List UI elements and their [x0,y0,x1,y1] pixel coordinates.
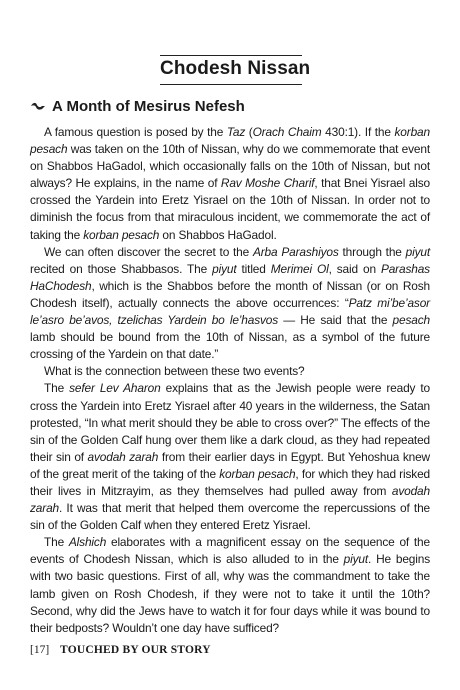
text-run: A famous question is posed by the [44,125,227,139]
text-run: . He begins with two basic questions. First of all, why was the commandment to take the lamb given on Rosh Chodesh, if they were not to take it until the 10th? Second, why did the Jews have to watch it for four days while it was bound to their bedposts? Wouldn’t one day have sufficed? [30,552,430,635]
italic-term: sefer Lev Aharon [69,381,161,396]
italic-term: piyut [405,244,430,259]
text-run: lamb should be bound from the 10th of Nissan, as a symbol of the future crossing of the Yardein on that date.” [30,330,430,362]
text-run: . It was that merit that helped them overcome the repercussions of the sin of the Golden Calf when they entered Eretz Yisrael. [30,501,430,533]
text-run: The [44,535,69,550]
running-footer-title: TOUCHED BY OUR STORY [60,644,211,656]
italic-term: avodah zarah [87,449,159,464]
text-run: We can often discover the secret to the [44,244,253,259]
italic-term: Orach Chaim [252,125,322,139]
text-run: on Shabbos HaGadol. [159,227,277,242]
chapter-title: Chodesh Nissan [160,58,311,79]
text-run: titled [236,261,271,276]
italic-term: pesach [392,313,430,328]
text-run: through the [338,244,406,259]
text-run: What is the connection between these two events? [44,364,305,379]
text-run: , that Bnei Yisrael also crossed the Yardein into Eretz Yisrael on the 10th of Nissan. In order not to diminish the focus from that miraculous incident, we commemorate the act of taking the [30,176,430,242]
section-heading-row [30,98,430,115]
italic-term: piyut [212,261,237,276]
text-run: 430:1). If the [321,125,395,139]
title-bottom-rule [160,84,302,85]
text-run: , for which they had risked their lives in Mitzrayim, as they themselves had pulled away from [30,466,430,498]
chapter-title-block [160,55,311,87]
text-run: recited on those Shabbasos. The [30,261,213,276]
italic-term: Parashas HaChodesh [30,261,430,293]
paragraph [30,534,430,637]
fleuron-ornament-icon [30,99,46,114]
paragraph [30,124,430,244]
text-run: elaborates with a magnificent essay on the sequence of the events of Chodesh Nissan, which is also alluded to in the [30,535,430,567]
text-run: , which is the Shabbos before the month of Nissan (or on Rosh Chodesh itself), actually connects the above occurrences: “ [30,278,430,310]
italic-term: piyut [343,552,369,567]
italic-term: Rav Moshe Charif [220,176,315,191]
text-run: , said on [328,261,381,276]
italic-term: Alshich [68,535,107,550]
italic-term: Taz [226,125,246,139]
paragraph [30,363,430,380]
page-footer [30,644,430,656]
italic-term: Patz mi’be’asor le’asro be’avos, tzelichas Yardein bo le’hasvos [30,295,430,328]
title-top-rule [160,55,302,56]
text-run: ( [245,125,253,139]
text-run: — He said that the [278,313,393,328]
paragraph [30,244,430,364]
text-run: from their earlier days in Egypt. But Yehoshua knew of the great merit of the taking of the [30,449,430,481]
italic-term: avodah zarah [30,483,430,516]
italic-term: korban pesach [83,227,160,242]
text-run: was taken on the 10th of Nissan, why do we commemorate that event on Shabbos HaGadol, which occasionally falls on the 10th of Nissan, but not always? He explains, in the name of [30,142,430,191]
text-run: The [44,381,70,396]
paragraph [30,380,430,534]
italic-term: Merimei Ol [270,261,329,276]
body-text [30,124,430,637]
text-run: explains that as the Jewish people were ready to cross the Yardein into Eretz Yisrael after 40 years in the wilderness, the Satan protested, “In what merit should they be able to cross over?” The effects of the sin of the Golden Calf hung over them like a dark cloud, as they had repeated their sin of [30,381,431,464]
italic-term: korban pesach [219,466,296,481]
section-heading: A Month of Mesirus Nefesh [52,98,245,115]
italic-term: korban pesach [30,125,430,157]
italic-term: Arba Parashiyos [252,244,339,259]
page-number: [17] [30,644,50,656]
